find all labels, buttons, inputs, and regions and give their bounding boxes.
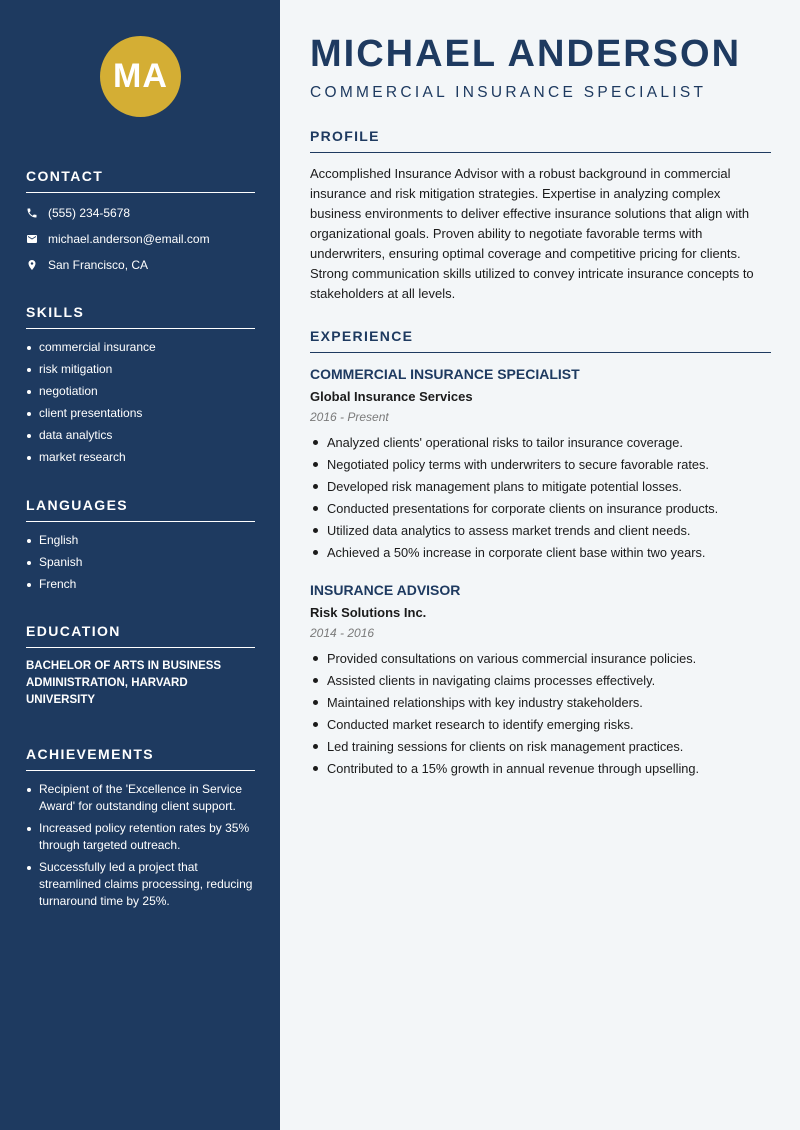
email-icon [26, 233, 38, 245]
phone-text: (555) 234-5678 [48, 205, 131, 220]
job-bullet: Maintained relationships with key industry stakeholders. [310, 694, 771, 711]
language-item: English [26, 532, 255, 549]
experience-heading: EXPERIENCE [310, 328, 771, 353]
job-bullet: Led training sessions for clients on risk management practices. [310, 738, 771, 755]
education-heading: EDUCATION [26, 623, 255, 648]
avatar [100, 36, 181, 117]
job-bullet: Analyzed clients' operational risks to tailor insurance coverage. [310, 434, 771, 451]
achievement-item: Recipient of the 'Excellence in Service Award' for outstanding client support. [26, 781, 255, 815]
job-bullet: Provided consultations on various commercial insurance policies. [310, 650, 771, 667]
skill-item: client presentations [26, 405, 255, 422]
skill-item: market research [26, 449, 255, 466]
email-text: michael.anderson@email.com [48, 231, 210, 246]
contact-location [26, 257, 255, 272]
phone-icon [26, 207, 38, 219]
location-pin-icon [26, 259, 38, 271]
skills-section [26, 304, 255, 471]
skills-list [26, 339, 255, 466]
contact-heading: CONTACT [26, 168, 255, 193]
profile-text: Accomplished Insurance Advisor with a robust background in commercial insurance and risk mitigation strategies. Expertise in analyzing complex business environments to deliver effective insurance solutions that align with organizational goals. Proven ability to negotiate favorable terms with underwriters, ensuring optimal coverage and competitive pricing for clients. Strong communication skills utilized to convey intricate insurance concepts to stakeholders at all levels. [310, 166, 754, 301]
skill-item: negotiation [26, 383, 255, 400]
skill-item: data analytics [26, 427, 255, 444]
job-entry [310, 366, 771, 566]
job-title: INSURANCE ADVISOR [310, 582, 461, 598]
job-bullet: Conducted presentations for corporate clients on insurance products. [310, 500, 771, 517]
skill-item: risk mitigation [26, 361, 255, 378]
skills-heading: SKILLS [26, 304, 255, 329]
contact-phone [26, 205, 255, 220]
job-company: Global Insurance Services [310, 389, 473, 404]
job-bullet: Contributed to a 15% growth in annual revenue through upselling. [310, 760, 771, 777]
avatar-initials: MA [113, 57, 168, 95]
languages-heading: LANGUAGES [26, 497, 255, 522]
language-item: Spanish [26, 554, 255, 571]
job-bullet: Developed risk management plans to mitigate potential losses. [310, 478, 771, 495]
languages-section [26, 497, 255, 598]
job-bullet: Negotiated policy terms with underwriters to secure favorable rates. [310, 456, 771, 473]
language-item: French [26, 576, 255, 593]
contact-section [26, 168, 255, 272]
skill-item: commercial insurance [26, 339, 255, 356]
job-bullet: Utilized data analytics to assess market trends and client needs. [310, 522, 771, 539]
achievements-list [26, 781, 255, 910]
job-title: COMMERCIAL INSURANCE SPECIALIST [310, 366, 580, 382]
job-bullet: Conducted market research to identify emerging risks. [310, 716, 771, 733]
education-degree: BACHELOR OF ARTS IN BUSINESS ADMINISTRATION, HARVARD UNIVERSITY [26, 660, 222, 706]
candidate-title: COMMERCIAL INSURANCE SPECIALIST [310, 84, 707, 101]
candidate-name: MICHAEL ANDERSON [310, 33, 742, 75]
job-bullets [310, 650, 771, 777]
job-dates: 2014 - 2016 [310, 626, 375, 640]
job-company: Risk Solutions Inc. [310, 605, 427, 620]
achievements-heading: ACHIEVEMENTS [26, 746, 255, 771]
sidebar [0, 0, 280, 1130]
location-text: San Francisco, CA [48, 257, 149, 272]
education-section [26, 623, 255, 709]
job-entry [310, 582, 771, 782]
job-bullets [310, 434, 771, 561]
contact-email [26, 231, 255, 246]
job-dates: 2016 - Present [310, 410, 389, 424]
profile-heading: PROFILE [310, 128, 771, 153]
achievements-section [26, 746, 255, 915]
job-bullet: Assisted clients in navigating claims processes effectively. [310, 672, 771, 689]
achievement-item: Increased policy retention rates by 35% through targeted outreach. [26, 820, 255, 854]
languages-list [26, 532, 255, 593]
achievement-item: Successfully led a project that streamlined claims processing, reducing turnaround time by 25%. [26, 859, 255, 910]
job-bullet: Achieved a 50% increase in corporate client base within two years. [310, 544, 771, 561]
